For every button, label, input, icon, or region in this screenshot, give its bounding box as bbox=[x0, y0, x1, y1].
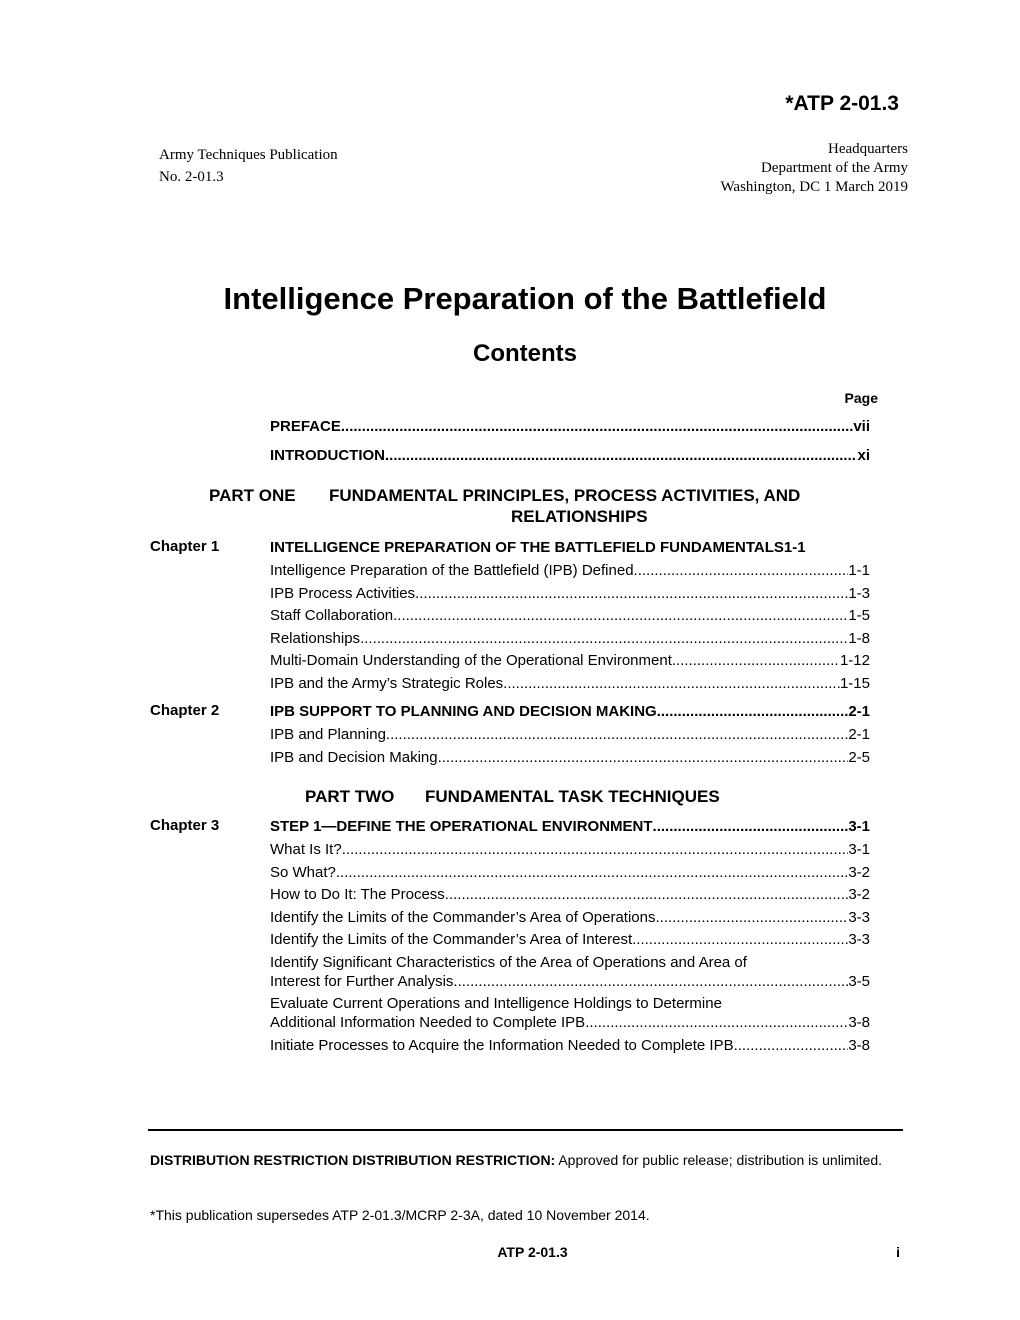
toc-entry-page: 1-5 bbox=[848, 607, 870, 624]
issuing-organization bbox=[720, 140, 908, 197]
chapter-1-label: Chapter 1 bbox=[150, 538, 220, 555]
toc-entry-title: IPB and Decision Making bbox=[270, 748, 438, 766]
supersedes-note: *This publication supersedes ATP 2-01.3/MCRP 2-3A, dated 10 November 2014. bbox=[150, 1207, 650, 1223]
toc-entry-title: Identify the Limits of the Commander’s Area of Interest bbox=[270, 931, 633, 948]
toc-entry[interactable] bbox=[270, 885, 870, 904]
part-one-label: PART ONE bbox=[209, 486, 296, 505]
toc-entry-page: 3-1 bbox=[848, 818, 870, 835]
toc-entry[interactable] bbox=[270, 863, 870, 882]
toc-leader-dots bbox=[632, 930, 848, 949]
chapter-3-label: Chapter 3 bbox=[150, 817, 220, 834]
toc-entry-title: IPB and Planning bbox=[270, 726, 386, 743]
toc-entry[interactable] bbox=[270, 674, 870, 693]
toc-entry-page: 1-12 bbox=[839, 652, 870, 669]
toc-entry-page: 1-1 bbox=[848, 562, 870, 579]
contents-heading: Contents bbox=[473, 340, 577, 367]
toc-leader-dots bbox=[672, 651, 840, 670]
publication-number: No. 2-01.3 bbox=[159, 169, 224, 185]
toc-leader-dots bbox=[655, 908, 848, 927]
toc-entry[interactable] bbox=[270, 629, 870, 648]
toc-leader-dots bbox=[393, 606, 848, 625]
toc-entry-title: IPB SUPPORT TO PLANNING AND DECISION MAKING bbox=[270, 703, 657, 720]
toc-entry[interactable] bbox=[270, 584, 870, 603]
toc-entry[interactable] bbox=[270, 994, 870, 1032]
distribution-label: DISTRIBUTION RESTRICTION DISTRIBUTION RESTRICTION: bbox=[150, 1152, 556, 1168]
toc-leader-dots bbox=[336, 863, 848, 882]
toc-entry-page: 3-5 bbox=[848, 972, 870, 990]
toc-leader-dots bbox=[657, 702, 849, 721]
toc-entry-page: 2-1 bbox=[848, 726, 870, 743]
toc-entry-title: IPB and the Army’s Strategic Roles bbox=[270, 674, 504, 692]
toc-entry-page: 1-8 bbox=[848, 629, 870, 647]
toc-entry-page: 3-8 bbox=[848, 1036, 870, 1054]
toc-leader-dots bbox=[653, 817, 849, 836]
toc-entry-introduction[interactable] bbox=[270, 446, 870, 465]
toc-entry[interactable] bbox=[270, 953, 870, 991]
toc-leader-dots bbox=[415, 584, 848, 603]
toc-entry-title: Intelligence Preparation of the Battlefield (IPB) Defined bbox=[270, 562, 634, 579]
toc-entry-page: 3-2 bbox=[848, 886, 870, 903]
toc-entry-title: Identify the Limits of the Commander’s Area of Operations bbox=[270, 908, 656, 926]
toc-entry[interactable] bbox=[270, 561, 870, 580]
distribution-restriction bbox=[150, 1151, 902, 1169]
toc-entry[interactable] bbox=[270, 748, 870, 767]
toc-chapter-1-heading[interactable] bbox=[270, 538, 870, 557]
toc-entry-title: Initiate Processes to Acquire the Information Needed to Complete IPB bbox=[270, 1036, 734, 1054]
org-line-headquarters: Headquarters bbox=[828, 141, 908, 157]
part-two-label: PART TWO bbox=[305, 787, 395, 806]
toc-entry[interactable] bbox=[270, 930, 870, 949]
distribution-text: Approved for public release; distribution is unlimited. bbox=[555, 1152, 883, 1168]
toc-entry-page: vii bbox=[853, 418, 870, 435]
toc-entry-preface[interactable] bbox=[270, 417, 870, 436]
toc-leader-dots bbox=[342, 840, 849, 859]
toc-entry-page: 3-3 bbox=[848, 931, 870, 948]
toc-entry-page: 1-1 bbox=[783, 539, 806, 556]
part-one-title-line2: RELATIONSHIPS bbox=[511, 507, 648, 526]
toc-entry-title: What Is It? bbox=[270, 841, 342, 858]
toc-leader-dots bbox=[503, 674, 840, 693]
toc-leader-dots bbox=[386, 725, 848, 744]
toc-entry[interactable] bbox=[270, 1036, 870, 1055]
document-code: *ATP 2-01.3 bbox=[785, 92, 899, 115]
toc-leader-dots bbox=[385, 446, 857, 465]
toc-entry[interactable] bbox=[270, 651, 870, 670]
toc-leader-dots bbox=[634, 561, 849, 580]
toc-leader-dots bbox=[445, 885, 849, 904]
toc-leader-dots bbox=[734, 1036, 849, 1055]
toc-entry-title: PREFACE bbox=[270, 418, 341, 435]
toc-entry-title: How to Do It: The Process bbox=[270, 886, 445, 903]
toc-entry[interactable] bbox=[270, 606, 870, 625]
toc-entry-title: INTRODUCTION bbox=[270, 447, 385, 464]
toc-entry-title-line2: Interest for Further Analysis bbox=[270, 972, 454, 990]
toc-leader-dots bbox=[438, 748, 849, 767]
toc-entry-title: So What? bbox=[270, 863, 336, 881]
toc-leader-dots bbox=[585, 1013, 848, 1032]
toc-entry-title: Staff Collaboration bbox=[270, 607, 394, 624]
toc-chapter-2-heading[interactable] bbox=[270, 702, 870, 721]
toc-entry[interactable] bbox=[270, 908, 870, 927]
publication-type: Army Techniques Publication bbox=[159, 147, 338, 163]
footer-divider bbox=[148, 1129, 903, 1131]
toc-leader-dots bbox=[453, 972, 848, 991]
toc-entry-title: Relationships bbox=[270, 629, 361, 647]
toc-entry-page: 3-2 bbox=[848, 863, 870, 881]
footer-document-code: ATP 2-01.3 bbox=[497, 1244, 568, 1260]
toc-entry-page: 1-15 bbox=[839, 674, 870, 692]
toc-entry-page: 2-1 bbox=[848, 703, 870, 720]
toc-entry-page: xi bbox=[857, 447, 870, 464]
toc-entry-title-line1: Identify Significant Characteristics of the Area of Operations and Area of bbox=[270, 953, 747, 971]
toc-entry-page: 3-3 bbox=[848, 908, 870, 926]
toc-leader-dots bbox=[360, 629, 848, 648]
org-line-department: Department of the Army bbox=[760, 160, 908, 176]
toc-entry-page: 3-8 bbox=[848, 1014, 870, 1031]
toc-entry-title: STEP 1—DEFINE THE OPERATIONAL ENVIRONMENT bbox=[270, 818, 653, 835]
page-column-label: Page bbox=[844, 390, 878, 406]
toc-chapter-3-entries bbox=[270, 840, 870, 1055]
toc-chapter-1-entries bbox=[270, 561, 870, 693]
toc-entry[interactable] bbox=[270, 725, 870, 744]
toc-entry-title: Multi-Domain Understanding of the Operational Environment bbox=[270, 652, 672, 669]
part-two-title: FUNDAMENTAL TASK TECHNIQUES bbox=[425, 787, 720, 806]
page-title: Intelligence Preparation of the Battlefield bbox=[223, 281, 827, 316]
toc-entry-title: INTELLIGENCE PREPARATION OF THE BATTLEFIELD FUNDAMENTALS bbox=[270, 539, 784, 556]
toc-chapter-3-heading[interactable] bbox=[270, 817, 870, 836]
toc-leader-dots bbox=[341, 417, 853, 436]
toc-entry-title: IPB Process Activities bbox=[270, 584, 416, 602]
toc-entry-title-line1: Evaluate Current Operations and Intelligence Holdings to Determine bbox=[270, 995, 722, 1012]
toc-chapter-2-entries bbox=[270, 725, 870, 767]
chapter-2-label: Chapter 2 bbox=[150, 702, 220, 719]
toc-entry-page: 2-5 bbox=[848, 748, 870, 766]
part-one-title-line1: FUNDAMENTAL PRINCIPLES, PROCESS ACTIVITIES, AND bbox=[329, 486, 801, 505]
publication-info bbox=[159, 144, 338, 188]
footer-page-number: i bbox=[896, 1244, 900, 1260]
toc-entry-title-line2: Additional Information Needed to Complete IPB bbox=[270, 1014, 586, 1031]
toc-entry-page: 1-3 bbox=[848, 584, 870, 602]
toc-entry[interactable] bbox=[270, 840, 870, 859]
toc-entry-page: 3-1 bbox=[848, 841, 870, 858]
org-line-location-date: Washington, DC 1 March 2019 bbox=[720, 179, 908, 195]
